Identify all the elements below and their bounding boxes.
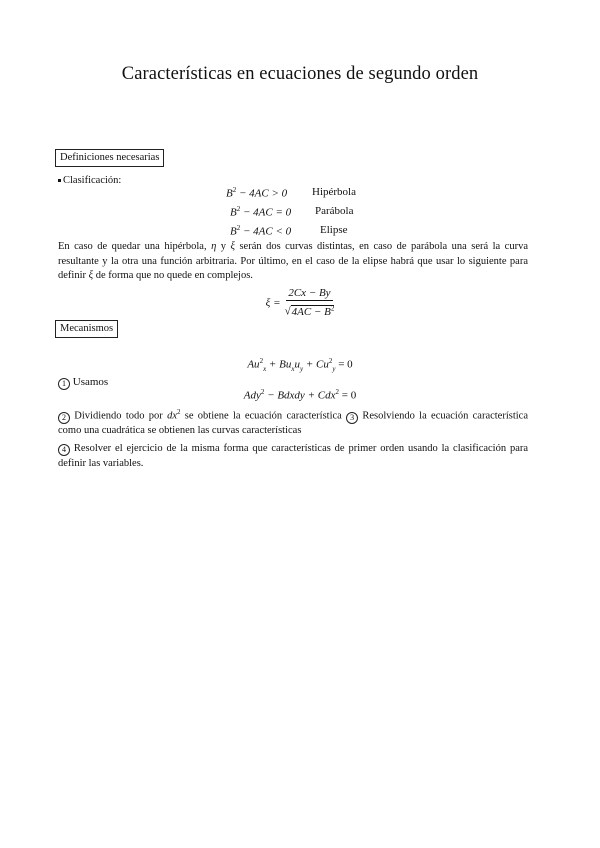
section-box-mecanismos (55, 320, 118, 338)
xi-formula-denominator: $√4AC - B^2$ (284, 304, 335, 318)
section-box-definiciones (55, 149, 164, 167)
step-3-number: 3 (346, 412, 358, 424)
step-2-number: 2 (58, 412, 70, 424)
xi-formula-lhs: ξ = (265, 296, 281, 309)
classification-name-1: Hipérbola (312, 186, 356, 198)
step-2-3: 2 Dividiendo todo por $dx^2$ se obtiene la ecuación característica 3 Resolviendo la ecuación característica como una cuadrática se obtienen las curvas características (58, 408, 528, 436)
classification-row-1 (226, 186, 356, 200)
classification-expr-1: $B^2 - 4AC > 0$ (226, 186, 288, 200)
clasificacion-heading (58, 174, 121, 189)
classification-expr-3: $B^2 - 4AC < 0$ (230, 224, 292, 238)
classification-row-2 (230, 205, 354, 219)
characteristic-equation: Ady$^2$ − Bdxdy + Cdx$^2$ = 0 (243, 388, 357, 402)
xi-formula-numerator: 2Cx − By (288, 287, 331, 299)
clasificacion-label: Clasificación: (63, 175, 122, 186)
step-4 (58, 442, 528, 471)
step-1-number: 1 (58, 378, 70, 390)
classification-expr-2: $B^2 - 4AC = 0$ (230, 205, 292, 219)
pde-equation: $Au^2_x + Bu_xu_y + Cu^2_y = 0$ (247, 357, 353, 373)
classification-name-2: Parábola (315, 205, 354, 217)
xi-formula (0, 287, 600, 319)
step-1-text: Usamos (72, 376, 109, 388)
step-4-number: 4 (58, 444, 70, 456)
step-4-text: Resolver el ejercicio de la misma forma que características de primer orden usando la clasificación para definir las variables. (58, 443, 529, 469)
bullet-icon (58, 179, 61, 182)
paragraph-hiperbola: En caso de quedar una hipérbola, η y ξ serán dos curvas distintas, en caso de parábola una será la curva resultante y la otra una función arbitraria. Por último, en el caso de la elipse habrá que usar lo siguiente para definir ξ de forma que no quede en complejos. (58, 241, 528, 281)
classification-name-3: Elipse (320, 224, 348, 236)
page-title: Características en ecuaciones de segundo orden (121, 64, 479, 84)
section-label-mecanismos: Mecanismos (60, 323, 114, 334)
classification-row-3 (230, 224, 348, 238)
section-label-definiciones: Definiciones necesarias (60, 152, 160, 163)
